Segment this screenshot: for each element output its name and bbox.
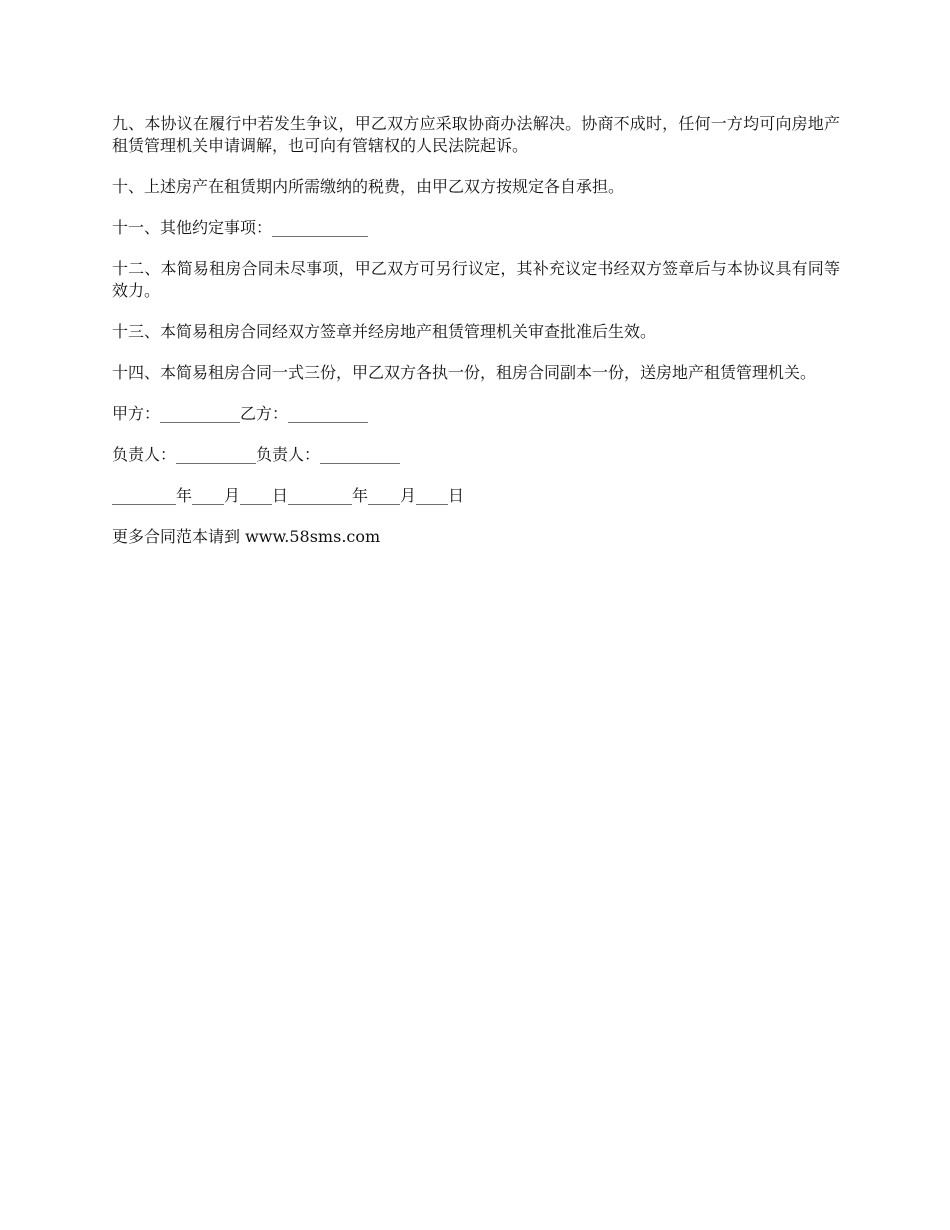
footer-note: 更多合同范本请到 www.58sms.com xyxy=(112,527,381,546)
clause-14: 十四、本简易租房合同一式三份，甲乙双方各执一份，租房合同副本一份，送房地产租赁管理机关。 xyxy=(112,363,817,382)
signature-dates: ________年____月____日________年____月____日 xyxy=(112,486,465,505)
signature-parties: 甲方：__________乙方：__________ xyxy=(112,404,369,423)
signature-responsible: 负责人：__________负责人：__________ xyxy=(112,445,401,464)
clause-9: 九、本协议在履行中若发生争议，甲乙双方应采取协商办法解决。协商不成时，任何一方均可向房地产租赁管理机关申请调解，也可向有管辖权的人民法院起诉。 xyxy=(112,114,840,155)
clause-10: 十、上述房产在租赁期内所需缴纳的税费，由甲乙双方按规定各自承担。 xyxy=(112,177,625,196)
clause-11: 十一、其他约定事项：____________ xyxy=(112,218,369,237)
clause-12: 十二、本简易租房合同未尽事项，甲乙双方可另行议定，其补充议定书经双方签章后与本协议具有同等效力。 xyxy=(112,259,840,300)
document-page xyxy=(112,113,840,567)
clause-13: 十三、本简易租房合同经双方签章并经房地产租赁管理机关审查批准后生效。 xyxy=(112,322,657,341)
